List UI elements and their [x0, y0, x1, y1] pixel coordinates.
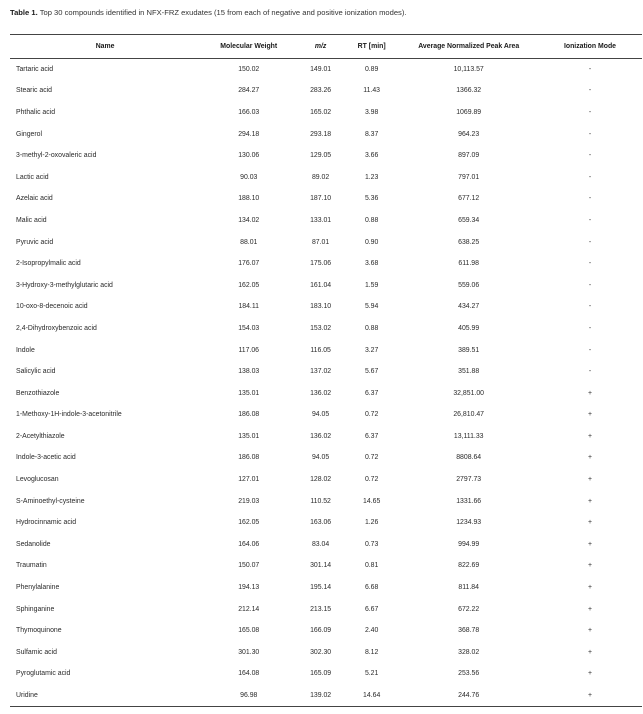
cell-name: S-Aminoethyl-cysteine — [16, 497, 85, 505]
cell-name: Sulfamic acid — [16, 648, 57, 656]
cell-ionization-mode: - — [588, 303, 592, 311]
cell-mz: 213.15 — [310, 605, 332, 613]
cell-ionization-mode: + — [587, 584, 592, 592]
cell-name: Phthalic acid — [16, 108, 56, 116]
cell-name: 2-Acetylthiazole — [16, 432, 65, 440]
table-row — [10, 490, 642, 512]
table-row — [10, 598, 642, 620]
cell-ionization-mode: + — [587, 627, 592, 635]
table-row — [10, 555, 642, 577]
cell-molecular-weight: 188.10 — [238, 195, 260, 203]
table-caption — [10, 8, 407, 17]
cell-name: 3-Hydroxy-3-methylglutaric acid — [16, 281, 113, 289]
cell-mz: 139.02 — [297, 685, 344, 707]
table-row — [10, 663, 642, 685]
cell-peak-area: 32,851.00 — [453, 389, 484, 397]
cell-mz: 187.10 — [310, 195, 332, 203]
header-mz-text: m/z — [314, 43, 327, 50]
cell-rt: 3.66 — [364, 152, 379, 160]
cell-ionization-mode: - — [588, 108, 592, 116]
cell-peak-area: 10,113.57 — [453, 66, 484, 74]
table-row — [10, 59, 642, 81]
cell-molecular-weight: 165.08 — [238, 627, 260, 635]
cell-peak-area: 26,810.47 — [453, 411, 484, 419]
cell-peak-area: 405.99 — [458, 324, 480, 332]
table-row — [10, 469, 642, 491]
cell-mz: 116.05 — [310, 346, 331, 354]
cell-molecular-weight: 150.02 — [238, 66, 260, 74]
table-row — [10, 339, 642, 361]
cell-name: 2,4-Dihydroxybenzoic acid — [16, 324, 97, 332]
cell-name: 2-Isopropylmalic acid — [16, 260, 81, 268]
cell-peak-area: 2797.73 — [456, 476, 482, 484]
cell-peak-area: 611.98 — [458, 260, 479, 268]
cell-peak-area: 8808.64 — [456, 454, 482, 462]
cell-molecular-weight: 164.08 — [238, 670, 260, 678]
cell-name: 3-methyl-2-oxovaleric acid — [16, 152, 97, 160]
table-row — [10, 620, 642, 642]
cell-ionization-mode: + — [587, 411, 592, 419]
table-body — [10, 59, 642, 707]
table-row — [10, 512, 642, 534]
cell-peak-area: 797.01 — [458, 173, 480, 181]
cell-peak-area: 811.84 — [458, 584, 479, 592]
header-mz — [297, 35, 344, 59]
cell-peak-area: 389.51 — [458, 346, 480, 354]
table-row — [10, 642, 642, 664]
table-row — [10, 274, 642, 296]
header-row — [10, 35, 642, 59]
cell-mz: 183.10 — [310, 303, 332, 311]
cell-molecular-weight: 164.06 — [238, 540, 260, 548]
cell-rt: 3.98 — [364, 108, 379, 116]
cell-peak-area: 351.88 — [458, 368, 480, 376]
cell-rt: 0.88 — [364, 216, 379, 224]
cell-rt: 14.65 — [363, 497, 381, 505]
cell-molecular-weight: 186.08 — [238, 411, 260, 419]
cell-molecular-weight: 184.11 — [238, 303, 260, 311]
cell-ionization-mode: - — [588, 130, 592, 138]
cell-molecular-weight: 130.06 — [238, 152, 260, 160]
cell-rt: 3.68 — [364, 260, 379, 268]
cell-rt: 5.21 — [364, 670, 379, 678]
cell-name: Tartaric acid — [16, 66, 54, 74]
cell-name: Pyruvic acid — [16, 238, 54, 246]
cell-molecular-weight: 138.03 — [238, 368, 260, 376]
table-row — [10, 231, 642, 253]
cell-molecular-weight: 219.03 — [238, 497, 260, 505]
cell-name: Stearic acid — [16, 87, 53, 95]
table-row — [10, 80, 642, 102]
cell-rt: 8.37 — [364, 130, 379, 138]
cell-mz: 165.09 — [310, 670, 332, 678]
cell-ionization-mode: + — [587, 562, 592, 570]
cell-mz: 136.02 — [310, 432, 332, 440]
cell-rt: 1.59 — [364, 281, 379, 289]
cell-molecular-weight: 194.13 — [238, 584, 260, 592]
cell-mz: 293.18 — [310, 130, 332, 138]
cell-mz: 302.30 — [310, 648, 332, 656]
cell-rt: 0.73 — [364, 540, 379, 548]
cell-mz: 87.01 — [311, 238, 330, 246]
cell-mz: 149.01 — [310, 66, 332, 74]
cell-name: Sedanolide — [16, 540, 51, 548]
cell-ionization-mode: - — [588, 281, 592, 289]
cell-molecular-weight: 162.05 — [238, 281, 260, 289]
table-row — [10, 382, 642, 404]
cell-mz: 166.09 — [310, 627, 332, 635]
cell-rt: 0.72 — [364, 476, 379, 484]
cell-molecular-weight: 284.27 — [238, 87, 260, 95]
caption-label: Table 1. — [10, 8, 38, 17]
table-row — [10, 426, 642, 448]
cell-name: Phenylalanine — [16, 584, 60, 592]
cell-rt: 0.89 — [364, 66, 379, 74]
caption-text: Top 30 compounds identified in NFX-FRZ exudates (15 from each of negative and positive ionization modes). — [37, 8, 407, 17]
cell-mz: 133.01 — [310, 216, 332, 224]
cell-rt: 0.72 — [364, 454, 379, 462]
cell-mz: 128.02 — [310, 476, 332, 484]
cell-rt: 6.37 — [364, 389, 379, 397]
compounds-table — [10, 34, 642, 707]
cell-molecular-weight: 162.05 — [238, 519, 260, 527]
cell-rt: 6.68 — [364, 584, 379, 592]
cell-rt: 5.67 — [364, 368, 379, 376]
cell-name: Thymoquinone — [16, 627, 62, 635]
cell-mz: 165.02 — [310, 108, 332, 116]
cell-peak-area: 964.23 — [458, 130, 480, 138]
cell-peak-area: 672.22 — [458, 605, 480, 613]
cell-peak-area: 897.09 — [458, 152, 480, 160]
cell-mz: 136.02 — [310, 389, 332, 397]
header-peak-area: Average Normalized Peak Area — [399, 35, 538, 59]
cell-ionization-mode: - — [588, 87, 592, 95]
cell-rt: 6.67 — [364, 605, 379, 613]
cell-rt: 14.64 — [344, 685, 399, 707]
table-row — [10, 296, 642, 318]
cell-rt: 0.81 — [364, 562, 379, 570]
cell-mz: 195.14 — [310, 584, 332, 592]
cell-rt: 3.27 — [364, 346, 379, 354]
cell-name: Salicylic acid — [16, 368, 56, 376]
cell-mz: 283.26 — [310, 87, 332, 95]
cell-ionization-mode: - — [588, 346, 592, 354]
cell-rt: 0.90 — [364, 238, 379, 246]
cell-molecular-weight: 135.01 — [238, 389, 260, 397]
cell-mz: 175.06 — [310, 260, 332, 268]
cell-peak-area: 1331.66 — [456, 497, 482, 505]
cell-ionization-mode: + — [587, 389, 592, 397]
cell-ionization-mode: + — [587, 497, 592, 505]
cell-mz: 163.06 — [310, 519, 332, 527]
cell-molecular-weight: 212.14 — [238, 605, 260, 613]
cell-ionization-mode: + — [587, 519, 592, 527]
cell-mz: 161.04 — [310, 281, 332, 289]
table-row — [10, 447, 642, 469]
cell-ionization-mode: - — [588, 260, 592, 268]
cell-peak-area: 659.34 — [458, 216, 480, 224]
cell-molecular-weight: 186.08 — [238, 454, 260, 462]
cell-rt: 11.43 — [363, 87, 381, 95]
cell-peak-area: 244.76 — [399, 685, 538, 707]
cell-rt: 1.23 — [364, 173, 379, 181]
cell-molecular-weight: 301.30 — [238, 648, 260, 656]
table-row — [10, 166, 642, 188]
cell-name: Traumatin — [16, 562, 47, 570]
cell-name: Levoglucosan — [16, 476, 59, 484]
table-row — [10, 318, 642, 340]
cell-mz: 137.02 — [310, 368, 332, 376]
cell-molecular-weight: 154.03 — [238, 324, 260, 332]
cell-ionization-mode: + — [587, 605, 592, 613]
cell-ionization-mode: - — [588, 216, 592, 224]
cell-ionization-mode: - — [588, 368, 592, 376]
cell-molecular-weight: 90.03 — [240, 173, 258, 181]
cell-mz: 94.05 — [311, 411, 330, 419]
cell-name: Indole — [16, 346, 35, 354]
cell-molecular-weight: 117.06 — [238, 346, 260, 354]
cell-peak-area: 994.99 — [458, 540, 480, 548]
header-ionization-mode: Ionization Mode — [538, 35, 642, 59]
cell-molecular-weight: 88.01 — [240, 238, 258, 246]
table-row — [10, 145, 642, 167]
cell-ionization-mode: + — [587, 432, 592, 440]
table-row — [10, 123, 642, 145]
cell-peak-area: 253.56 — [458, 670, 480, 678]
cell-peak-area: 638.25 — [458, 238, 480, 246]
cell-ionization-mode: + — [587, 540, 592, 548]
cell-ionization-mode: + — [587, 670, 592, 678]
cell-molecular-weight: 134.02 — [238, 216, 260, 224]
header-rt: RT [min] — [344, 35, 399, 59]
header-molecular-weight: Molecular Weight — [200, 35, 297, 59]
table-row — [10, 685, 642, 707]
cell-ionization-mode: - — [588, 238, 592, 246]
cell-molecular-weight: 150.07 — [238, 562, 260, 570]
cell-molecular-weight: 294.18 — [238, 130, 260, 138]
cell-mz: 301.14 — [310, 562, 332, 570]
cell-rt: 2.40 — [364, 627, 379, 635]
table-row — [10, 577, 642, 599]
cell-name: Azelaic acid — [16, 195, 53, 203]
cell-peak-area: 434.27 — [458, 303, 480, 311]
cell-molecular-weight: 96.98 — [200, 685, 297, 707]
cell-rt: 5.94 — [364, 303, 379, 311]
cell-name: Hydrocinnamic acid — [16, 519, 77, 527]
cell-name: Sphinganine — [16, 605, 55, 613]
cell-peak-area: 1366.32 — [456, 87, 482, 95]
cell-name: Pyroglutamic acid — [16, 670, 71, 678]
cell-peak-area: 368.78 — [458, 627, 480, 635]
cell-molecular-weight: 135.01 — [238, 432, 260, 440]
cell-ionization-mode: - — [588, 152, 592, 160]
cell-rt: 5.36 — [364, 195, 379, 203]
cell-mz: 110.52 — [310, 497, 331, 505]
cell-peak-area: 1234.93 — [456, 519, 482, 527]
cell-name: Benzothiazole — [16, 389, 60, 397]
cell-mz: 83.04 — [311, 540, 330, 548]
cell-mz: 89.02 — [311, 173, 330, 181]
header-name: Name — [10, 35, 200, 59]
cell-rt: 8.12 — [364, 648, 379, 656]
table-row — [10, 102, 642, 124]
cell-molecular-weight: 176.07 — [238, 260, 260, 268]
cell-name: Lactic acid — [16, 173, 49, 181]
cell-rt: 6.37 — [364, 432, 379, 440]
cell-peak-area: 677.12 — [458, 195, 480, 203]
cell-name: Uridine — [10, 685, 200, 707]
cell-ionization-mode: - — [588, 324, 592, 332]
cell-ionization-mode: - — [588, 66, 592, 74]
cell-mz: 129.05 — [310, 152, 332, 160]
cell-peak-area: 1069.89 — [456, 108, 482, 116]
table-row — [10, 188, 642, 210]
cell-ionization-mode: + — [587, 476, 592, 484]
table-row — [10, 361, 642, 383]
table-row — [10, 404, 642, 426]
cell-peak-area: 328.02 — [458, 648, 480, 656]
cell-ionization-mode: - — [588, 173, 592, 181]
cell-peak-area: 559.06 — [458, 281, 480, 289]
cell-peak-area: 13,111.33 — [453, 432, 484, 440]
cell-name: 10-oxo-8-decenoic acid — [16, 303, 88, 311]
table-row — [10, 253, 642, 275]
cell-ionization-mode: - — [588, 195, 592, 203]
cell-mz: 94.05 — [311, 454, 330, 462]
cell-peak-area: 822.69 — [458, 562, 480, 570]
cell-molecular-weight: 127.01 — [238, 476, 260, 484]
cell-name: Malic acid — [16, 216, 47, 224]
cell-mz: 153.02 — [310, 324, 332, 332]
cell-name: Gingerol — [16, 130, 43, 138]
cell-rt: 1.26 — [364, 519, 379, 527]
cell-rt: 0.72 — [364, 411, 379, 419]
table-row — [10, 534, 642, 556]
cell-rt: 0.88 — [364, 324, 379, 332]
cell-name: 1-Methoxy-1H-indole-3-acetonitrile — [16, 411, 122, 419]
cell-ionization-mode: + — [587, 454, 592, 462]
table-row — [10, 210, 642, 232]
cell-name: Indole-3-acetic acid — [16, 454, 76, 462]
cell-molecular-weight: 166.03 — [238, 108, 260, 116]
cell-ionization-mode: + — [538, 685, 642, 707]
cell-ionization-mode: + — [587, 648, 592, 656]
